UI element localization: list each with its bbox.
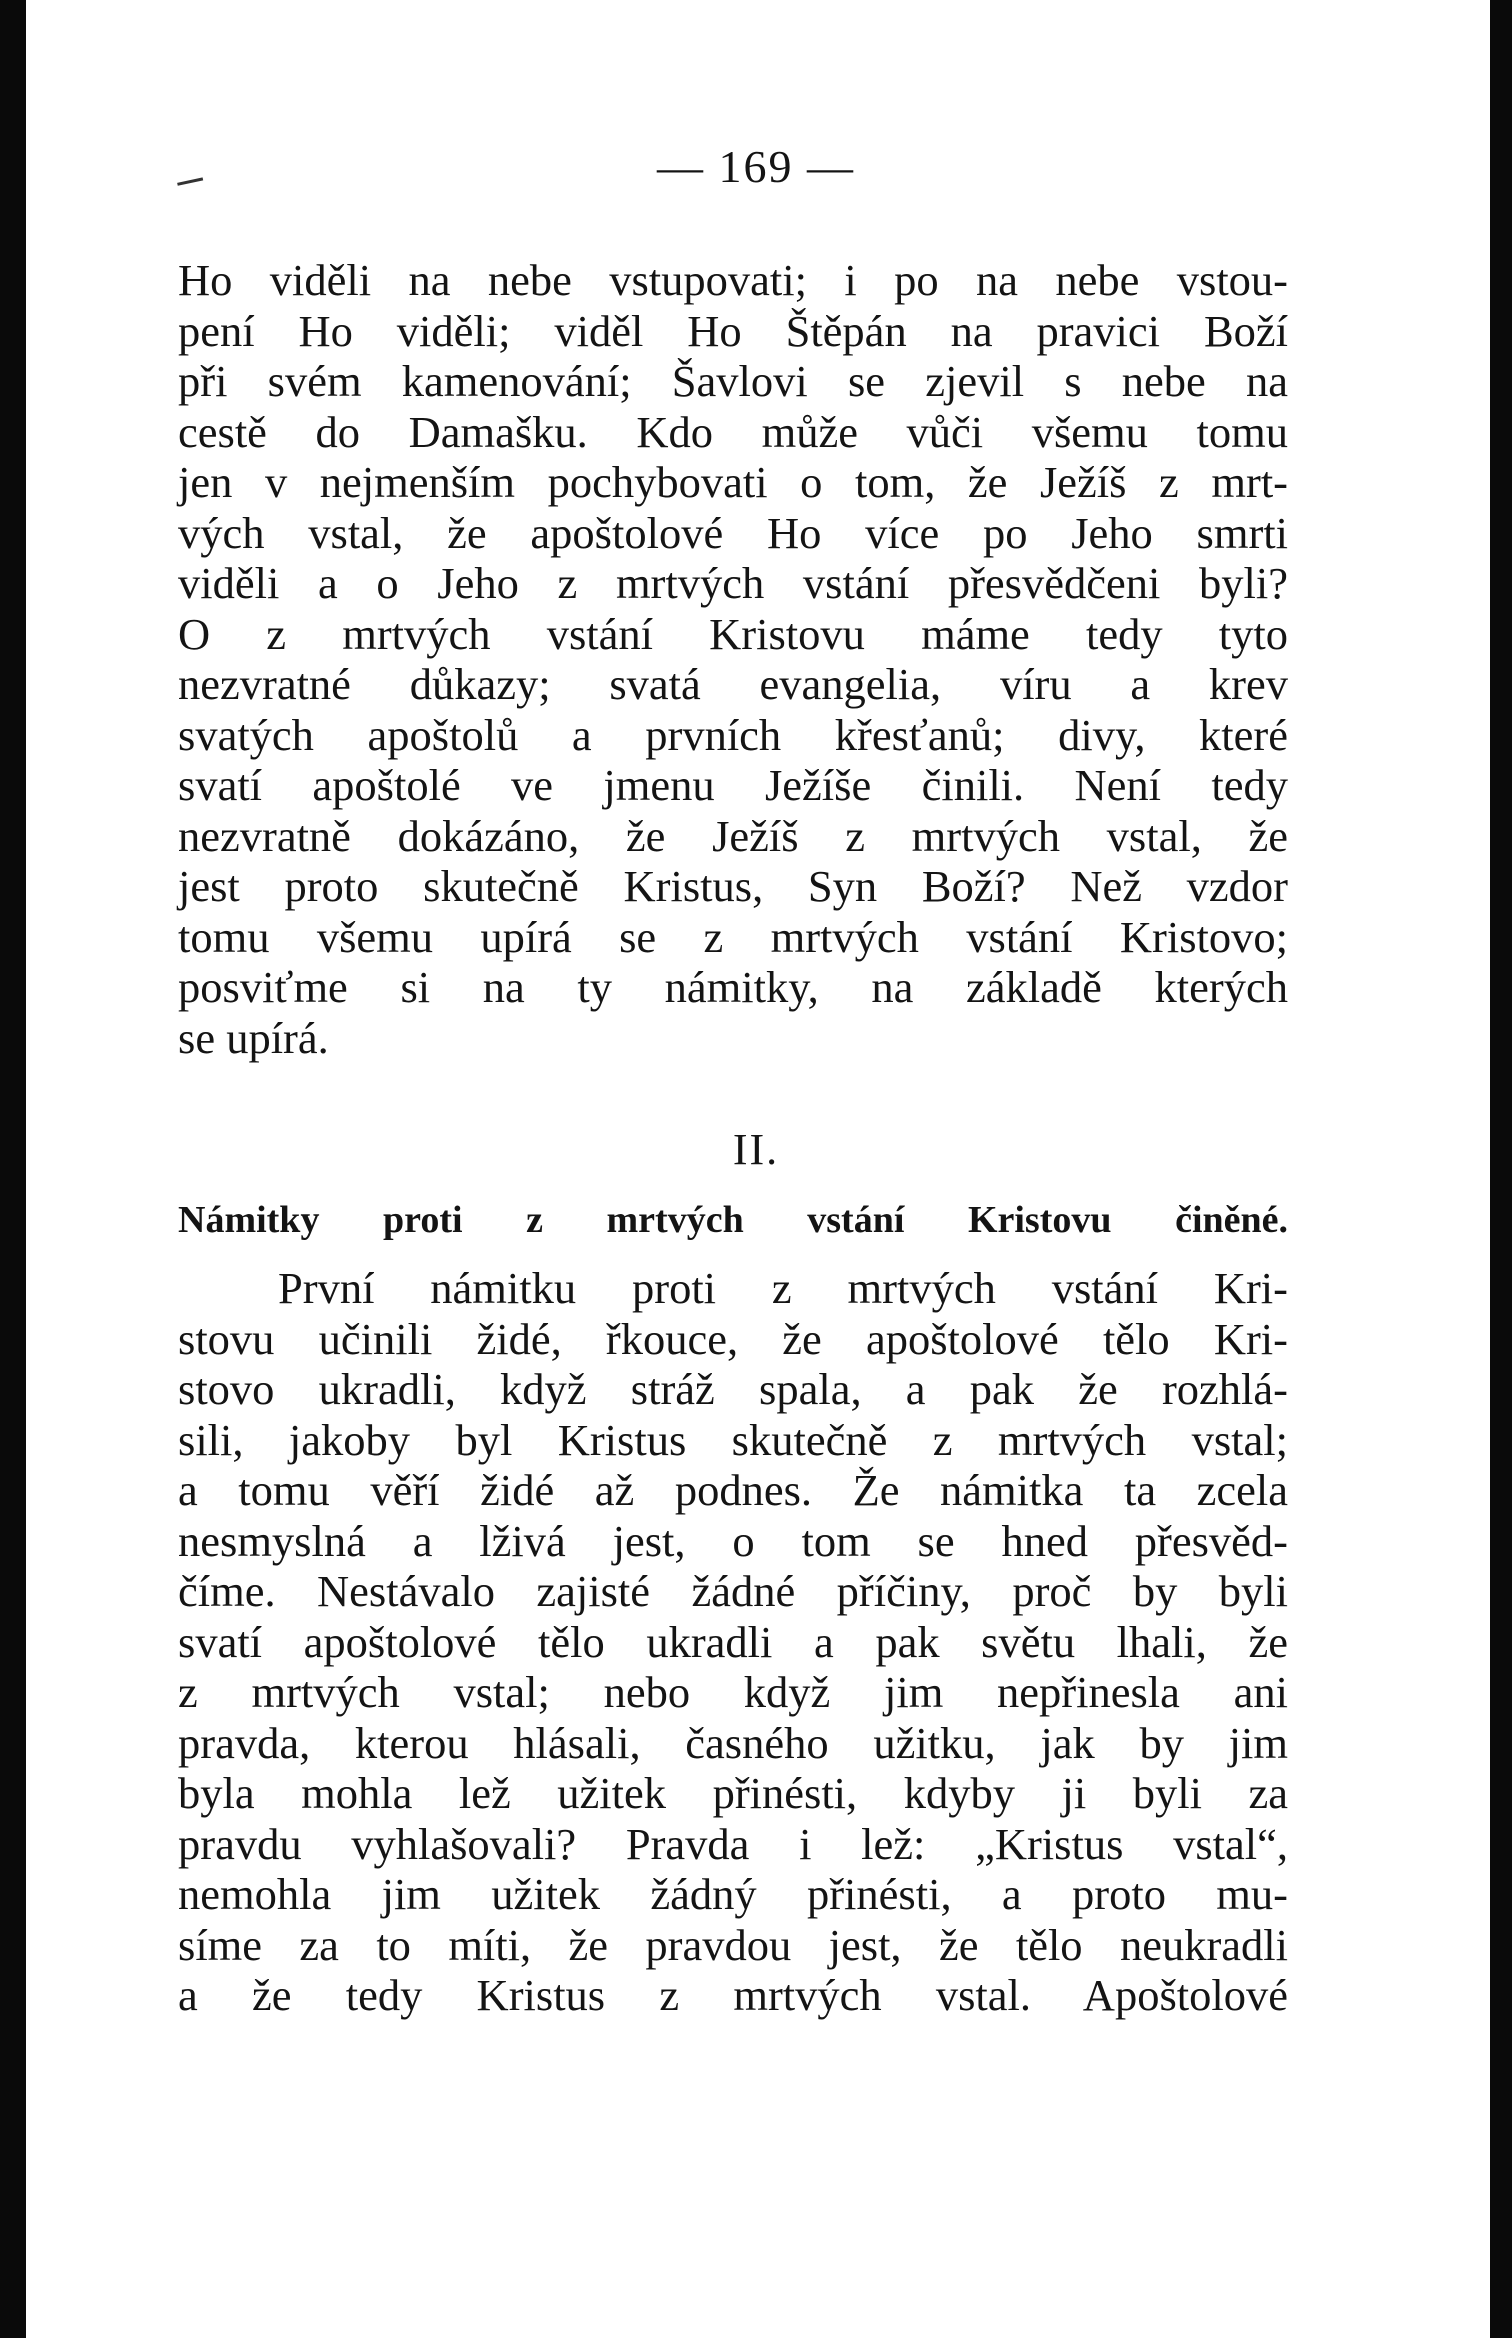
paragraph-2: [178, 1263, 1288, 2021]
text-line: První námitku proti z mrtvých vstání Kri-: [278, 1263, 1288, 1313]
text-line: pravdu vyhlašovali? Pravda i lež: „Kristus vstal“,: [178, 1818, 1288, 1869]
text-line: nemohla jim užitek žádný přinésti, a proto mu-: [178, 1869, 1288, 1919]
text-line: pení Ho viděli; viděl Ho Štěpán na pravici Boží: [178, 305, 1288, 356]
text-line: stovo ukradli, když stráž spala, a pak že rozhlá-: [178, 1364, 1288, 1414]
text-line: tomu všemu upírá se z mrtvých vstání Kristovo;: [178, 911, 1288, 962]
text-line: nezvratně dokázáno, že Ježíš z mrtvých vstal, že: [178, 810, 1288, 861]
text-line: svatí apoštolové tělo ukradli a pak světu lhali, že: [178, 1616, 1288, 1667]
text-line: cestě do Damašku. Kdo může vůči všemu tomu: [178, 406, 1288, 457]
page-number: — 169 —: [657, 141, 855, 192]
text-line: viděli a o Jeho z mrtvých vstání přesvědčeni byli?: [178, 558, 1288, 608]
text-line: vých vstal, že apoštolové Ho více po Jeho smrti: [178, 507, 1288, 558]
text-line: číme. Nestávalo zajisté žádné příčiny, proč by byli: [178, 1566, 1288, 1616]
text-line: jen v nejmenším pochybovati o tom, že Ježíš z mrt-: [178, 457, 1288, 507]
text-line: stovu učinili židé, řkouce, že apoštolové tělo Kri-: [178, 1313, 1288, 1364]
text-line: při svém kamenování; Šavlovi se zjevil s nebe na: [178, 356, 1288, 406]
text-line: a tomu věří židé až podnes. Že námitka ta zcela: [178, 1465, 1288, 1515]
text-line: posviťme si na ty námitky, na základě kterých: [178, 962, 1288, 1012]
text-line: se upírá.: [178, 1012, 329, 1063]
section-heading: Námitky proti z mrtvých vstání Kristovu činěné.: [178, 1199, 1288, 1241]
text-line: O z mrtvých vstání Kristovu máme tedy tyto: [178, 608, 1288, 659]
text-line: z mrtvých vstal; nebo když jim nepřinesla ani: [178, 1667, 1288, 1717]
text-line: byla mohla lež užitek přinésti, kdyby ji byli za: [178, 1768, 1288, 1818]
text-line: sili, jakoby byl Kristus skutečně z mrtvých vstal;: [178, 1414, 1288, 1465]
text-line: a že tedy Kristus z mrtvých vstal. Apoštolové: [178, 1970, 1288, 2020]
text-line: nezvratné důkazy; svatá evangelia, víru a krev: [178, 659, 1288, 709]
text-line: síme za to míti, že pravdou jest, že tělo neukradli: [178, 1919, 1288, 1970]
section-number: II.: [732, 1125, 780, 1174]
text-line: jest proto skutečně Kristus, Syn Boží? Než vzdor: [178, 861, 1288, 911]
paragraph-1: [178, 255, 1288, 1063]
text-line: nesmyslná a lživá jest, o tom se hned přesvěd-: [178, 1515, 1288, 1566]
text-line: Ho viděli na nebe vstupovati; i po na nebe vstou-: [178, 255, 1288, 305]
text-line: svatých apoštolů a prvních křesťanů; divy, které: [178, 709, 1288, 760]
text-line: pravda, kterou hlásali, časného užitku, jak by jim: [178, 1717, 1288, 1768]
text-line: svatí apoštolé ve jmenu Ježíše činili. Není tedy: [178, 760, 1288, 810]
